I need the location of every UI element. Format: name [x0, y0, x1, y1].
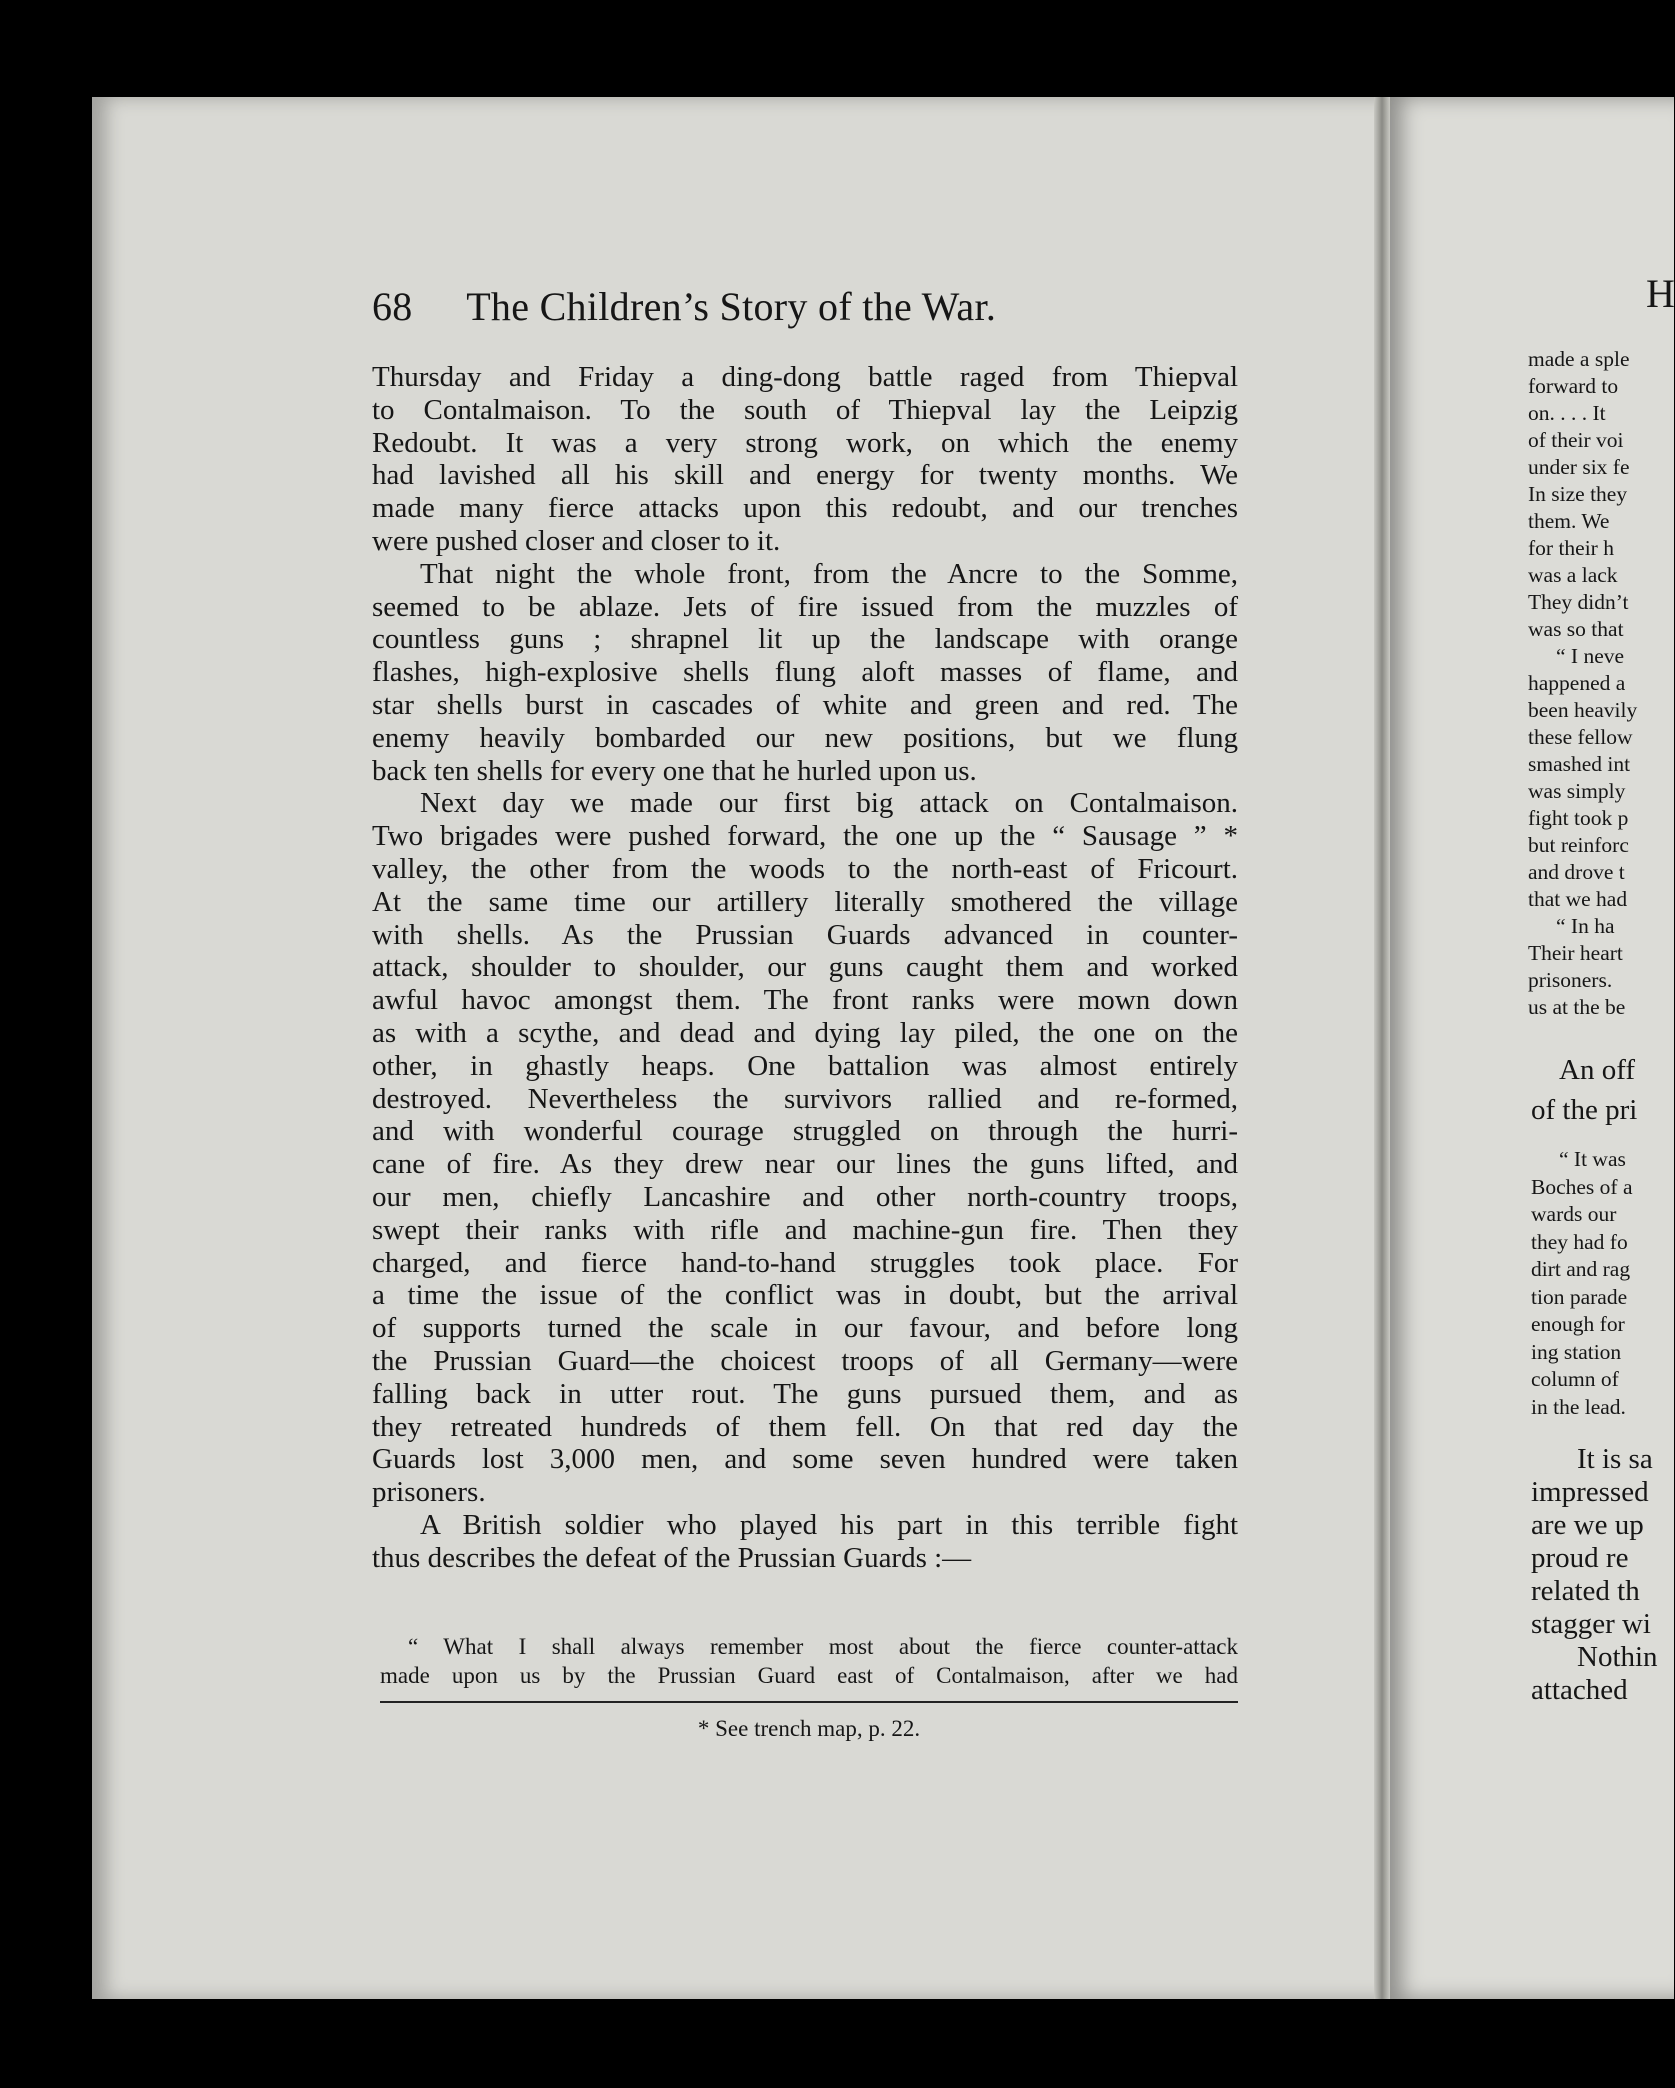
body-line: Guards lost 3,000 men, and some seven hundred were taken: [372, 1443, 1238, 1476]
body-line: our men, chiefly Lancashire and other north-country troops,: [372, 1180, 1238, 1213]
body-line: made many fierce attacks upon this redoubt, and our trenches: [372, 492, 1238, 525]
right-text-line: smashed int: [1528, 752, 1631, 776]
right-text-line: fight took p: [1528, 806, 1629, 830]
body-line: cane of fire. As they drew near our lines the guns lifted, and: [372, 1148, 1238, 1181]
body-line: falling back in utter rout. The guns pursued them, and as: [372, 1377, 1238, 1410]
body-line: awful havoc amongst them. The front ranks were mown down: [372, 984, 1238, 1017]
right-text-line: attached: [1531, 1674, 1628, 1706]
right-text-line: Boches of a: [1531, 1174, 1633, 1199]
right-text-line: was a lack: [1528, 563, 1618, 587]
right-text-line: Nothin: [1577, 1641, 1658, 1673]
body-line: other, in ghastly heaps. One battalion was almost entirely: [372, 1049, 1238, 1082]
right-large-text-column: [1531, 1443, 1664, 1707]
right-text-line: of the pri: [1531, 1094, 1638, 1126]
body-line: as with a scythe, and dead and dying lay piled, the one on the: [372, 1016, 1238, 1049]
right-text-line: tion parade: [1531, 1284, 1628, 1309]
right-text-line: stagger wi: [1531, 1608, 1651, 1640]
right-text-line: Their heart: [1528, 941, 1623, 965]
left-body-text: [372, 361, 1238, 1574]
right-text-line: in the lead.: [1531, 1394, 1626, 1419]
body-line: prisoners.: [372, 1476, 486, 1509]
right-text-line: ing station: [1531, 1339, 1622, 1364]
body-line: attack, shoulder to shoulder, our guns caught them and worked: [372, 951, 1238, 984]
body-line: countless guns ; shrapnel lit up the landscape with orange: [372, 623, 1238, 656]
footnote-rule: [380, 1701, 1238, 1703]
page-number: 68: [372, 284, 413, 329]
right-text-line: they had fo: [1531, 1229, 1628, 1254]
body-line: Next day we made our first big attack on Contalmaison.: [420, 787, 1238, 820]
right-text-line: of their voi: [1528, 428, 1624, 452]
body-line: swept their ranks with rifle and machine-gun fire. Then they: [372, 1213, 1238, 1246]
body-line: were pushed closer and closer to it.: [372, 524, 781, 557]
left-running-header: [372, 283, 996, 330]
right-text-line: “ It was: [1559, 1147, 1626, 1171]
body-line: they retreated hundreds of them fell. On that red day the: [372, 1410, 1238, 1443]
body-line: flashes, high-explosive shells flung aloft masses of flame, and: [372, 656, 1238, 689]
right-text-line: They didn’t: [1528, 590, 1629, 614]
right-text-line: In size they: [1528, 482, 1628, 506]
body-line: At the same time our artillery literally smothered the village: [372, 885, 1238, 918]
quote-line: “ What I shall always remember most about the fierce counter-attack: [408, 1634, 1238, 1659]
body-line: That night the whole front, from the Ancre to the Somme,: [420, 557, 1238, 590]
body-line: destroyed. Nevertheless the survivors rallied and re-formed,: [372, 1082, 1238, 1115]
right-text-line: wards our: [1531, 1202, 1617, 1226]
right-text-line: dirt and rag: [1531, 1257, 1631, 1281]
right-text-line: An off: [1559, 1054, 1635, 1086]
right-text-line: under six fe: [1528, 455, 1630, 479]
right-text-line: prisoners.: [1528, 968, 1613, 992]
body-line: valley, the other from the woods to the north-east of Fricourt.: [372, 852, 1238, 885]
right-text-line: made a sple: [1528, 347, 1630, 371]
body-line: and with wonderful courage struggled on through the hurri-: [372, 1115, 1238, 1148]
right-text-line: “ In ha: [1556, 914, 1615, 938]
soldier-quote: [380, 1632, 1238, 1690]
right-text-line: been heavily: [1528, 698, 1638, 722]
right-small-text-column: [1528, 346, 1664, 1021]
right-text-line: us at the be: [1528, 995, 1626, 1019]
right-text-line: on. . . . It: [1528, 401, 1606, 425]
footnote: * See trench map, p. 22.: [697, 1716, 921, 1741]
body-line: back ten shells for every one that he hurled upon us.: [372, 754, 977, 787]
body-line: Redoubt. It was a very strong work, on which the enemy: [372, 426, 1238, 459]
right-text-line: forward to: [1528, 374, 1619, 398]
body-line: A British soldier who played his part in this terrible fight: [420, 1508, 1238, 1541]
right-text-line: was simply: [1528, 779, 1626, 803]
right-text-line: “ I neve: [1556, 644, 1625, 668]
body-line: charged, and fierce hand-to-hand struggles took place. For: [372, 1246, 1238, 1279]
right-running-header: H: [1646, 271, 1675, 316]
body-line: to Contalmaison. To the south of Thiepval lay the Leipzig: [372, 393, 1238, 426]
right-text-line: but reinforc: [1528, 833, 1629, 857]
right-text-line: and drove t: [1528, 860, 1625, 884]
right-text-line: related th: [1531, 1575, 1640, 1607]
body-line: of supports turned the scale in our favour, and before long: [372, 1312, 1238, 1345]
body-line: thus describes the defeat of the Prussian Guards :—: [372, 1541, 972, 1574]
body-line: the Prussian Guard—the choicest troops of all Germany—were: [372, 1344, 1238, 1377]
body-line: a time the issue of the conflict was in doubt, but the arrival: [372, 1279, 1238, 1312]
right-text-line: proud re: [1531, 1542, 1629, 1574]
right-text-line: column of: [1531, 1367, 1619, 1391]
right-text-line: It is sa: [1577, 1443, 1653, 1475]
right-text-line: impressed: [1531, 1476, 1649, 1508]
body-line: enemy heavily bombarded our new positions, but we flung: [372, 721, 1238, 754]
right-text-line: that we had: [1528, 887, 1628, 911]
body-line: had lavished all his skill and energy for twenty months. We: [372, 459, 1238, 492]
right-quote-column: [1531, 1146, 1664, 1421]
book-gutter: [1374, 97, 1390, 1999]
right-text-line: these fellow: [1528, 725, 1633, 749]
right-text-line: was so that: [1528, 617, 1624, 641]
right-text-line: for their h: [1528, 536, 1614, 560]
quote-line: made upon us by the Prussian Guard east of Contalmaison, after we had: [380, 1663, 1238, 1688]
body-line: Thursday and Friday a ding-dong battle raged from Thiepval: [372, 361, 1238, 393]
body-line: seemed to be ablaze. Jets of fire issued from the muzzles of: [372, 590, 1238, 623]
right-text-line: enough for: [1531, 1312, 1625, 1336]
right-text-line: them. We: [1528, 509, 1610, 533]
body-line: with shells. As the Prussian Guards advanced in counter-: [372, 918, 1238, 951]
right-text-line: are we up: [1531, 1509, 1644, 1541]
body-line: star shells burst in cascades of white and green and red. The: [372, 688, 1238, 721]
body-line: Two brigades were pushed forward, the one up the “ Sausage ” *: [372, 820, 1238, 853]
right-text-line: happened a: [1528, 671, 1626, 695]
right-section-heading: [1531, 1050, 1664, 1130]
running-head-title: The Children’s Story of the War.: [466, 284, 997, 329]
